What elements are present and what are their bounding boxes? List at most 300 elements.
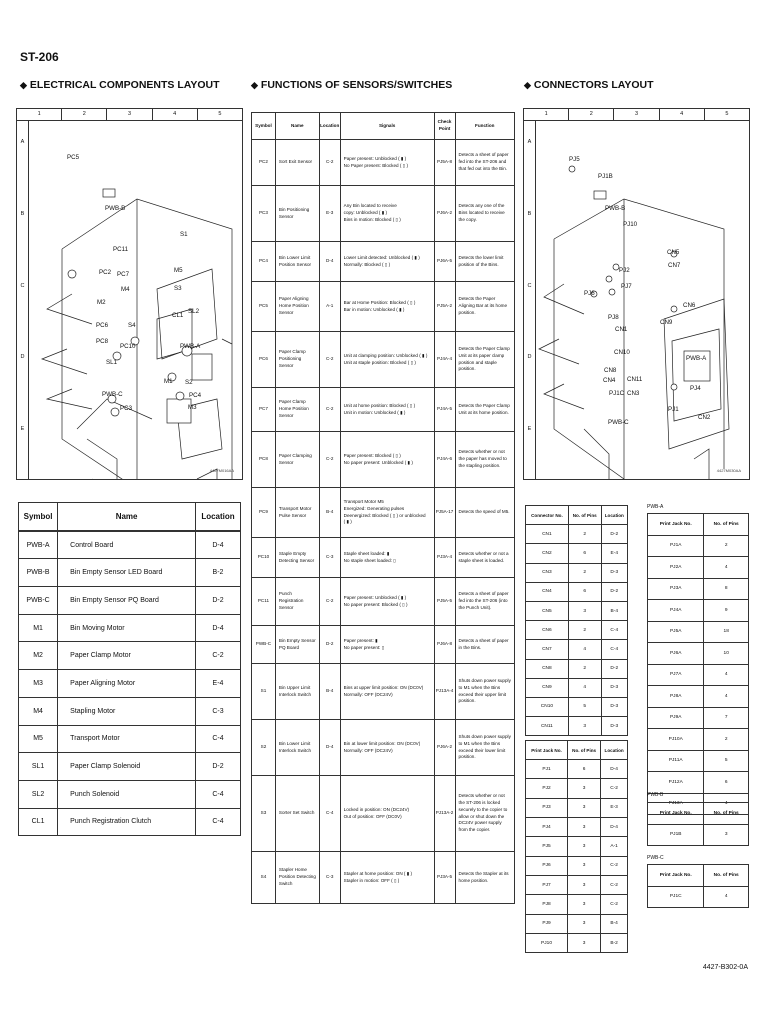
table-cell: 10 xyxy=(704,643,749,665)
grid-column-label: 2 xyxy=(569,109,614,120)
table-row xyxy=(19,808,241,836)
table-row xyxy=(252,578,515,626)
sensor-name: Paper Clamp Positioning Sensor xyxy=(275,332,319,388)
table-cell: CN10 xyxy=(526,697,569,716)
table-cell: 2 xyxy=(568,621,601,640)
table-cell: PJ1 xyxy=(526,760,568,779)
sensor-location: D-4 xyxy=(319,242,340,282)
sensor-check-point: PJ6A-2 xyxy=(434,720,455,776)
table-cell: PJ12A xyxy=(648,772,704,794)
pwb-c-table xyxy=(647,864,749,908)
table-cell: 2 xyxy=(704,729,749,751)
sensor-functions-table xyxy=(251,112,515,904)
table-row xyxy=(526,601,628,620)
sensor-signals xyxy=(340,388,434,432)
table-cell: Control Board xyxy=(58,531,196,559)
component-callout: PWB-C xyxy=(102,391,123,398)
signal-line: No staple sheet loaded: ▯ xyxy=(343,557,396,563)
table-row xyxy=(252,776,515,852)
pwb-c-label: PWB-C xyxy=(647,855,664,861)
table-row xyxy=(19,670,241,698)
sensor-check-point: PJ3A-4 xyxy=(434,538,455,578)
table-cell: PJ13A xyxy=(648,793,704,815)
component-callout: SL2 xyxy=(188,308,200,315)
table-row xyxy=(526,914,628,933)
sensor-signals xyxy=(340,332,434,388)
grid-column-label: 2 xyxy=(62,109,107,120)
table-cell: CL1 xyxy=(19,808,58,836)
connector-table xyxy=(525,505,628,736)
connector-callout: PWB-B xyxy=(605,205,626,212)
grid-row-label: C xyxy=(527,282,532,289)
table-row xyxy=(526,697,628,716)
sensor-location: B-4 xyxy=(319,488,340,538)
sensor-symbol: S4 xyxy=(252,852,276,904)
table-row xyxy=(648,729,749,751)
signal-line: No paper present: Blocked ( ▯ ) xyxy=(343,601,408,607)
table-row xyxy=(648,643,749,665)
signal-line: Unit at home position: Blocked ( ▯ ) xyxy=(343,402,416,408)
table-cell: 3 xyxy=(568,875,601,894)
connector-callout: CN10 xyxy=(614,349,630,356)
signal-line: Bin at lower limit position: ON (DC0V) xyxy=(343,740,421,746)
table-cell: E-4 xyxy=(196,670,241,698)
table-cell: C-4 xyxy=(196,725,241,753)
table-cell: CN3 xyxy=(526,563,569,582)
pwb-b-label: PWB-B xyxy=(647,792,664,798)
component-callout: M1 xyxy=(164,378,173,385)
column-header: Check Point xyxy=(434,113,455,140)
table-cell: CN9 xyxy=(526,678,569,697)
component-callout: M4 xyxy=(121,286,130,293)
component-callout: SL1 xyxy=(106,359,118,366)
connector-callout: PJ7 xyxy=(621,283,632,290)
component-callout: M2 xyxy=(97,299,106,306)
sensor-function: Detects the Stapler at its home position. xyxy=(455,852,514,904)
table-cell: C-2 xyxy=(601,895,628,914)
table-cell: 3 xyxy=(568,798,601,817)
signal-line: Lower Limit detected: Unblocked ( ▮ ) xyxy=(343,254,420,260)
grid-column-label: 5 xyxy=(725,111,729,117)
grid-column-label: 4 xyxy=(153,109,198,120)
sensor-function: Detects any one of the Bins located to receive the copy. xyxy=(455,186,514,242)
component-callout: CL1 xyxy=(172,312,184,319)
grid-row-label: B xyxy=(527,210,532,217)
component-callout: M5 xyxy=(174,267,183,274)
table-cell: C-4 xyxy=(601,621,627,640)
table-cell: PWB-B xyxy=(19,559,58,587)
signal-line: Normally: OFF (DC24V) xyxy=(343,747,393,753)
sensor-location: A-1 xyxy=(319,282,340,332)
components-layout-diagram xyxy=(16,108,243,480)
table-row xyxy=(526,779,628,798)
table-cell: Bin Empty Sensor PQ Board xyxy=(58,587,196,615)
signal-line: Unit at clamping position: Unblocked ( ▮ ) xyxy=(343,352,428,358)
column-header: Function xyxy=(455,113,514,140)
grid-row-label: E xyxy=(20,426,25,433)
document-footer-code: 4427-B302-0A xyxy=(702,964,748,971)
signal-line: Paper present: Unblocked ( ▮ ) xyxy=(343,594,407,600)
sensor-name: Sorter Set Switch xyxy=(275,776,319,852)
table-cell: Paper Clamp Motor xyxy=(58,642,196,670)
column-header: Location xyxy=(196,503,241,531)
sensor-symbol: PC11 xyxy=(252,578,276,626)
table-cell: B-4 xyxy=(601,914,628,933)
signal-line: Stapler at home position: ON ( ▮ ) xyxy=(343,870,413,876)
table-cell: 4 xyxy=(704,793,749,815)
table-row xyxy=(252,186,515,242)
connector-callout: PJ2 xyxy=(619,267,630,274)
sensor-symbol: PWB-C xyxy=(252,626,276,664)
table-row xyxy=(648,621,749,643)
column-header: Connector No. xyxy=(526,506,569,525)
connector-callout: CN7 xyxy=(668,262,681,269)
section-heading-components: ◆ ELECTRICAL COMPONENTS LAYOUT xyxy=(20,79,220,91)
connector-callout: PWB-A xyxy=(686,355,707,362)
table-cell: 3 xyxy=(704,824,749,846)
table-cell: PJ9 xyxy=(526,914,568,933)
table-cell: 3 xyxy=(568,895,601,914)
machine-illustration xyxy=(17,109,242,479)
table-cell: PJ6A xyxy=(648,643,704,665)
sensor-location: D-2 xyxy=(319,626,340,664)
column-header: Location xyxy=(601,741,628,760)
sensor-location: B-4 xyxy=(319,664,340,720)
table-cell: PJ7A xyxy=(648,664,704,686)
table-cell: Paper Aligning Motor xyxy=(58,670,196,698)
table-cell: 6 xyxy=(568,760,601,779)
table-cell: 6 xyxy=(568,582,601,601)
table-cell: CN11 xyxy=(526,717,569,736)
sensor-signals xyxy=(340,720,434,776)
table-cell: 3 xyxy=(568,818,601,837)
sensor-check-point: PJ6A-2 xyxy=(434,186,455,242)
connector-callout: PJ1 xyxy=(668,406,679,413)
section-heading-text: CONNECTORS LAYOUT xyxy=(533,79,654,91)
connector-callout: PJ4 xyxy=(690,385,701,392)
table-cell: 7 xyxy=(704,707,749,729)
table-row xyxy=(526,933,628,952)
grid-column-label: 1 xyxy=(524,109,569,120)
pwb-b-table xyxy=(647,802,749,846)
sensor-symbol: S1 xyxy=(252,664,276,720)
sensor-location: C-2 xyxy=(319,140,340,186)
table-cell: CN5 xyxy=(526,601,569,620)
signal-line: Stapler in motion: OFF ( ▯ ) xyxy=(343,877,400,883)
signal-line: Staple sheet loaded: ▮ xyxy=(343,550,390,556)
component-callout: S3 xyxy=(174,285,182,292)
sensor-function: Detects a sheet of paper fed into the ST-206 and that fed out into the Bin. xyxy=(455,140,514,186)
column-header: Print Jack No. xyxy=(526,741,568,760)
table-row xyxy=(648,750,749,772)
table-cell: CN4 xyxy=(526,582,569,601)
table-cell: D-2 xyxy=(196,587,241,615)
pwb-a-table xyxy=(647,513,749,815)
sensor-function: Detects whether or not a staple sheet is loaded. xyxy=(455,538,514,578)
table-cell: SL2 xyxy=(19,780,58,808)
signal-line: Bins at upper limit position: ON (DC0V) xyxy=(343,684,424,690)
connector-callout: PJ5 xyxy=(569,156,580,163)
sensor-symbol: S2 xyxy=(252,720,276,776)
signal-line: copy: Unblocked ( ▮ ) xyxy=(343,210,388,216)
table-cell: M4 xyxy=(19,697,58,725)
table-row xyxy=(648,600,749,622)
connectors-layout-diagram xyxy=(523,108,750,480)
table-row xyxy=(252,626,515,664)
table-row xyxy=(648,535,749,557)
table-cell: PJ8A xyxy=(648,686,704,708)
table-row xyxy=(19,559,241,587)
table-row xyxy=(648,578,749,600)
signal-line: ( ▮ ) xyxy=(343,519,352,525)
table-cell: M1 xyxy=(19,614,58,642)
table-cell: Punch Solenoid xyxy=(58,780,196,808)
table-cell: PJ3A xyxy=(648,578,704,600)
table-cell: SL1 xyxy=(19,753,58,781)
table-cell: 4 xyxy=(568,640,601,659)
table-cell: PWB-A xyxy=(19,531,58,559)
table-cell: C-2 xyxy=(601,856,628,875)
table-cell: D-2 xyxy=(601,525,627,544)
sensor-function: Detects the Paper Aligning Bar at its home position. xyxy=(455,282,514,332)
table-row xyxy=(252,720,515,776)
sensor-name: Bin Positioning Sensor xyxy=(275,186,319,242)
sensor-signals xyxy=(340,776,434,852)
component-callout: PC10 xyxy=(120,343,136,350)
sensor-name: Bin Lower Limit Position Sensor xyxy=(275,242,319,282)
signal-line: Unit in motion: Unblocked ( ▮ ) xyxy=(343,409,406,415)
table-cell: D-4 xyxy=(601,818,628,837)
sensor-name: Bin Empty Sensor PQ Board xyxy=(275,626,319,664)
signal-line: Energized: Generating pulses xyxy=(343,505,405,511)
table-cell: 2 xyxy=(568,563,601,582)
table-row xyxy=(526,798,628,817)
table-cell: PJ5A xyxy=(648,621,704,643)
table-row xyxy=(19,725,241,753)
signal-line: Bar at Home Position: Blocked ( ▯ ) xyxy=(343,299,416,305)
table-cell: D-3 xyxy=(601,717,627,736)
table-row xyxy=(526,525,628,544)
table-row xyxy=(252,664,515,720)
signal-line: Out of position: OFF (DC0V) xyxy=(343,813,402,819)
table-cell: D-3 xyxy=(601,697,627,716)
sensor-signals xyxy=(340,538,434,578)
signal-line: Bins in motion: Blocked ( ▯ ) xyxy=(343,216,401,222)
table-cell: Bin Empty Sensor LED Board xyxy=(58,559,196,587)
column-header: Print Jack No. xyxy=(648,514,704,536)
component-callout: PWB-A xyxy=(180,343,201,350)
sensor-function: Detects the speed of M5. xyxy=(455,488,514,538)
sensor-signals xyxy=(340,140,434,186)
column-header: No. of Pins xyxy=(704,865,749,887)
component-callout: PC8 xyxy=(96,338,109,345)
sensor-location: C-2 xyxy=(319,432,340,488)
connector-callout: PJ6 xyxy=(584,290,595,297)
column-header: No. of Pins xyxy=(704,514,749,536)
table-cell: PJ4A xyxy=(648,600,704,622)
column-header: Location xyxy=(319,113,340,140)
table-row xyxy=(252,242,515,282)
signal-line: Transport Motor M5 xyxy=(343,498,384,504)
sensor-name: Transport Motor Pulse Sensor xyxy=(275,488,319,538)
component-callout: PC3 xyxy=(120,405,133,412)
signal-line: Paper present: Blocked ( ▯ ) xyxy=(343,452,401,458)
table-cell: D-4 xyxy=(196,614,241,642)
sensor-symbol: S3 xyxy=(252,776,276,852)
column-header: Name xyxy=(275,113,319,140)
table-cell: D-4 xyxy=(601,760,628,779)
sensor-check-point: PJ13A-4 xyxy=(434,664,455,720)
table-row xyxy=(648,772,749,794)
sensor-function: Detects the Paper Clamp Unit at its paper clamp position and staple position. xyxy=(455,332,514,388)
grid-row-label: C xyxy=(20,282,25,289)
column-header: Symbol xyxy=(252,113,276,140)
table-cell: B-2 xyxy=(601,933,628,952)
table-cell: 3 xyxy=(568,717,601,736)
table-cell: C-4 xyxy=(196,780,241,808)
signal-line: No paper present: Unblocked ( ▮ ) xyxy=(343,459,413,465)
table-cell: 3 xyxy=(568,933,601,952)
sensor-location: C-4 xyxy=(319,776,340,852)
table-cell: PJ6 xyxy=(526,856,568,875)
section-heading-text: FUNCTIONS OF SENSORS/SWITCHES xyxy=(260,79,453,91)
table-row xyxy=(648,664,749,686)
column-header: No. of Pins xyxy=(568,741,601,760)
sensor-function: Detects whether or not the paper has moved to the stapling position. xyxy=(455,432,514,488)
sensor-name: Paper Aligning Home Position Sensor xyxy=(275,282,319,332)
signal-line: No Paper present: Blocked ( ▯ ) xyxy=(343,162,408,168)
sensor-signals xyxy=(340,488,434,538)
column-header: Print Jack No. xyxy=(648,865,704,887)
sensor-name: Paper Clamping Sensor xyxy=(275,432,319,488)
column-header: No. of Pins xyxy=(704,803,749,825)
signal-line: Locked in position: ON (DC24V) xyxy=(343,806,410,812)
sensor-function: Detects a sheet of paper in the Bins. xyxy=(455,626,514,664)
signal-line: Any Bin located to receive xyxy=(343,203,397,209)
table-row xyxy=(526,659,628,678)
sensor-name: Stapler Home Position Detecting Switch xyxy=(275,852,319,904)
table-cell: E-4 xyxy=(601,544,627,563)
component-callout: PC11 xyxy=(113,246,129,253)
column-header: Name xyxy=(58,503,196,531)
component-callout: S2 xyxy=(185,379,193,386)
sensor-symbol: PC4 xyxy=(252,242,276,282)
component-callout: S4 xyxy=(128,322,136,329)
sensor-function: Shuts down power supply to M1 when the Bins exceed their upper limit position. xyxy=(455,664,514,720)
document-title: ST-206 xyxy=(20,50,59,64)
grid-column-label: 1 xyxy=(17,109,62,120)
table-cell: D-2 xyxy=(196,753,241,781)
table-cell: Paper Clamp Solenoid xyxy=(58,753,196,781)
sensor-signals xyxy=(340,664,434,720)
sensor-signals xyxy=(340,242,434,282)
table-cell: B-4 xyxy=(601,601,627,620)
connector-callout: CN6 xyxy=(683,302,696,309)
table-row xyxy=(526,544,628,563)
sensor-symbol: PC9 xyxy=(252,488,276,538)
connector-callout: CN3 xyxy=(627,390,640,397)
table-row xyxy=(252,852,515,904)
table-cell: 3 xyxy=(568,856,601,875)
table-row xyxy=(252,332,515,388)
connector-callout: CN5 xyxy=(667,249,680,256)
table-row xyxy=(252,140,515,186)
table-cell: B-2 xyxy=(196,559,241,587)
signal-line: Normally: Blocked ( ▯ ) xyxy=(343,261,391,267)
sensor-signals xyxy=(340,852,434,904)
figure-code: 4427M030AA xyxy=(716,468,741,473)
connector-callout: PWB-C xyxy=(608,419,629,426)
table-cell: CN6 xyxy=(526,621,569,640)
components-table xyxy=(18,502,241,836)
table-cell: C-4 xyxy=(196,808,241,836)
section-heading-sensors: ◆ FUNCTIONS OF SENSORS/SWITCHES xyxy=(251,79,453,91)
signal-line: Bar in motion: Unblocked ( ▮ ) xyxy=(343,306,405,312)
table-cell: M3 xyxy=(19,670,58,698)
signal-line: Unit at staple position: Blocked ( ▯ ) xyxy=(343,359,416,365)
sensor-name: Paper Clamp Home Position Sensor xyxy=(275,388,319,432)
table-row xyxy=(648,557,749,579)
table-cell: 2 xyxy=(568,659,601,678)
sensor-name: Bin Lower Limit Interlock Switch xyxy=(275,720,319,776)
signal-line: Paper present: Unblocked ( ▮ ) xyxy=(343,155,407,161)
section-heading-connectors: ◆ CONNECTORS LAYOUT xyxy=(524,79,654,91)
table-cell: 5 xyxy=(568,697,601,716)
column-header: Signals xyxy=(340,113,434,140)
connector-callout: PJ10 xyxy=(623,221,638,228)
table-cell: D-4 xyxy=(196,531,241,559)
sensor-signals xyxy=(340,282,434,332)
table-row xyxy=(648,686,749,708)
table-cell: PJ1A xyxy=(648,535,704,557)
sensor-check-point: PJ5A-8 xyxy=(434,140,455,186)
connector-callout: CN2 xyxy=(698,414,711,421)
sensor-check-point: PJ4A-4 xyxy=(434,332,455,388)
table-cell: Stapling Motor xyxy=(58,697,196,725)
sensor-symbol: PC6 xyxy=(252,332,276,388)
table-row xyxy=(526,856,628,875)
table-cell: E-3 xyxy=(601,798,628,817)
table-row xyxy=(19,531,241,559)
sensor-symbol: PC5 xyxy=(252,282,276,332)
table-cell: D-3 xyxy=(601,563,627,582)
grid-row-label: A xyxy=(20,139,25,145)
sensor-symbol: PC10 xyxy=(252,538,276,578)
table-cell: 18 xyxy=(704,621,749,643)
sensor-location: E-3 xyxy=(319,186,340,242)
table-row xyxy=(19,642,241,670)
table-row xyxy=(526,563,628,582)
table-cell: Bin Moving Motor xyxy=(58,614,196,642)
table-cell: A-1 xyxy=(601,837,628,856)
table-row xyxy=(252,538,515,578)
table-row xyxy=(252,282,515,332)
table-row xyxy=(526,582,628,601)
sensor-check-point: PJ13A-2 xyxy=(434,776,455,852)
grid-column-label: 5 xyxy=(218,111,222,117)
grid-row-label: B xyxy=(20,210,25,217)
sensor-location: C-2 xyxy=(319,388,340,432)
sensor-name: Punch Registration Sensor xyxy=(275,578,319,626)
sensor-location: D-4 xyxy=(319,720,340,776)
table-cell: CN1 xyxy=(526,525,569,544)
sensor-signals xyxy=(340,578,434,626)
table-cell: C-2 xyxy=(196,642,241,670)
sensor-check-point: PJ4A-6 xyxy=(434,432,455,488)
table-row xyxy=(526,760,628,779)
table-cell: 4 xyxy=(704,686,749,708)
table-row xyxy=(19,697,241,725)
